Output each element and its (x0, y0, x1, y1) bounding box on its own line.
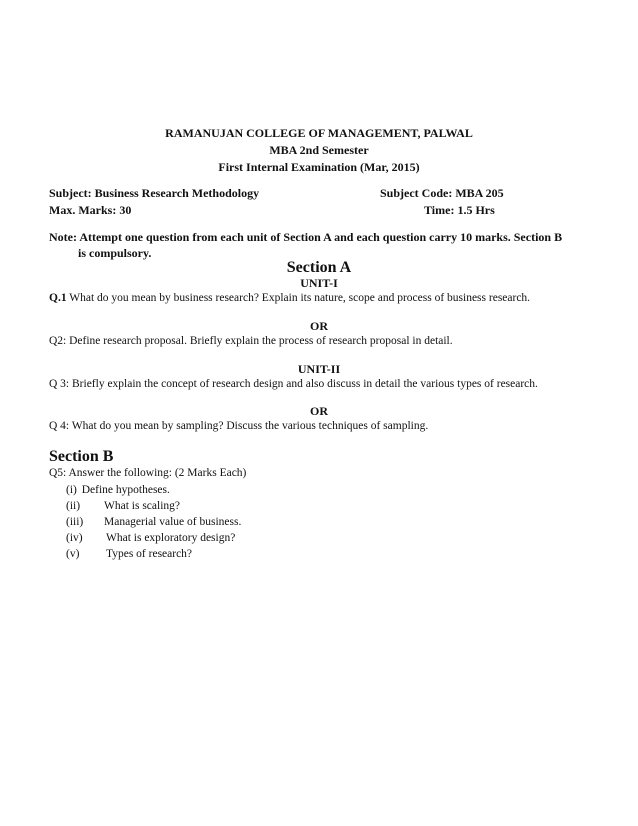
list-item-number: (v) (66, 548, 80, 560)
list-item-text: Types of research? (106, 548, 193, 560)
list-item (66, 484, 170, 496)
question-1 (49, 292, 530, 304)
question-4: Q 4: What do you mean by sampling? Discuss the various techniques of sampling. (49, 420, 429, 432)
college-name: RAMANUJAN COLLEGE OF MANAGEMENT, PALWAL (165, 126, 473, 140)
exam-time: Time: 1.5 Hrs (424, 203, 495, 217)
program-name: MBA 2nd Semester (269, 143, 369, 157)
list-item (66, 548, 192, 560)
section-b-title: Section B (49, 448, 114, 465)
section-a-title: Section A (286, 259, 352, 276)
list-item-text: Define hypotheses. (81, 484, 170, 496)
max-marks: Max. Marks: 30 (49, 203, 132, 217)
note-line-2: is compulsory. (78, 246, 152, 260)
list-item (66, 516, 241, 528)
subject-code: Subject Code: MBA 205 (380, 186, 504, 200)
list-item-number: (ii) (66, 500, 81, 512)
note-line-1: Note: Attempt one question from each unit of Section A and each question carry 10 marks. Section B (49, 230, 563, 244)
or-divider-1: OR (310, 319, 328, 333)
subject-label: Subject: Business Research Methodology (49, 186, 260, 200)
unit-2-heading: UNIT-II (297, 362, 341, 376)
list-item-text: What is scaling? (104, 500, 181, 512)
exam-name: First Internal Examination (Mar, 2015) (218, 160, 420, 174)
list-item-number: (iv) (66, 532, 83, 544)
list-item-text: What is exploratory design? (106, 532, 236, 544)
question-5: Q5: Answer the following: (2 Marks Each) (49, 467, 247, 479)
list-item-number: (iii) (66, 516, 84, 528)
question-1-label: Q.1 (49, 292, 67, 304)
question-1-text: What do you mean by business research? Explain its nature, scope and process of business research. (66, 292, 531, 304)
list-item-text: Managerial value of business. (104, 516, 242, 528)
unit-1-heading: UNIT-I (300, 276, 338, 290)
list-item (66, 532, 235, 544)
question-2: Q2: Define research proposal. Briefly explain the process of research proposal in detail. (49, 335, 453, 347)
or-divider-2: OR (310, 404, 328, 418)
question-3: Q 3: Briefly explain the concept of research design and also discuss in detail the various types of research. (49, 378, 538, 390)
list-item (66, 500, 180, 512)
list-item-number: (i) (66, 484, 77, 496)
